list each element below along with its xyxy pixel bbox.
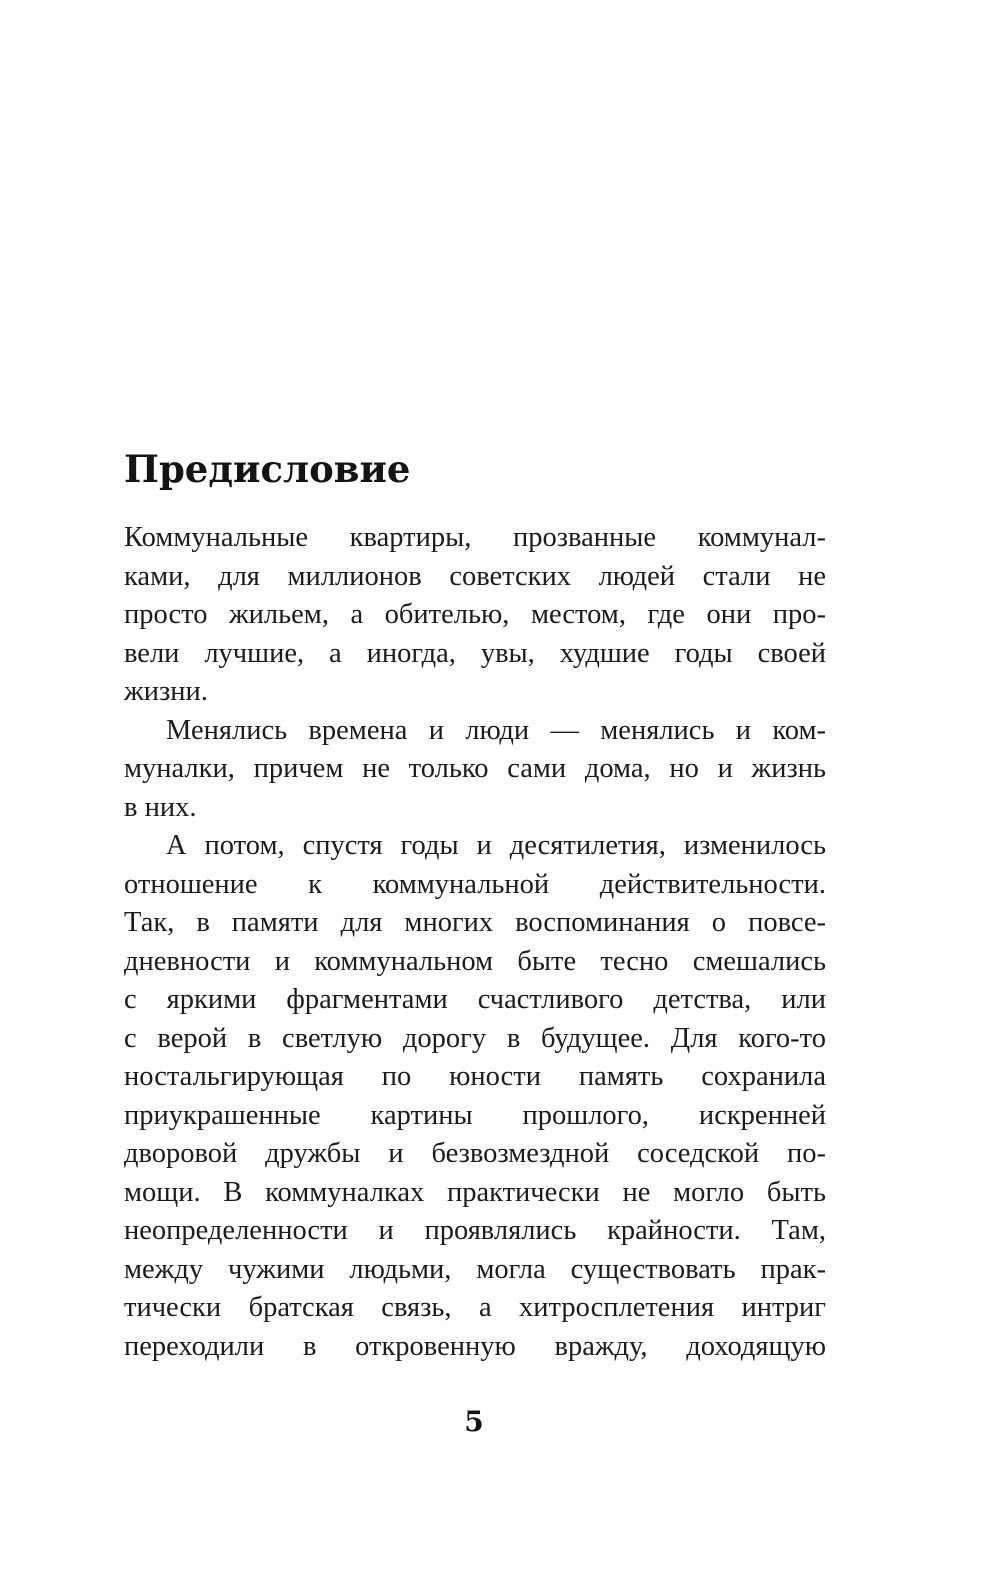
text-line: с верой в светлую дорогу в будущее. Для кого-то [124,1022,826,1054]
text-line: отношение к коммунальной действительности. [124,868,826,900]
text-line: жизни. [124,676,208,707]
text-line: с яркими фрагментами счастливого детства, или [124,984,826,1015]
text-line: между чужими людьми, могла существовать прак- [124,1253,826,1285]
text-line: Так, в памяти для многих воспоминания о повсе- [124,907,826,938]
text-line: дневности и коммунальном быте тесно смешались [124,945,826,977]
text-line: приукрашенные картины прошлого, искренней [124,1099,826,1131]
text-line: вели лучшие, а иногда, увы, худшие годы своей [124,637,826,669]
chapter-heading: Предисловие [124,447,411,491]
text-line: просто жильем, а обителью, местом, где они про- [124,599,826,630]
text-line: А потом, спустя годы и десятилетия, изменилось [166,830,826,861]
page-number: 5 [464,1405,484,1438]
text-line: ностальгирующая по юности память сохранила [124,1061,826,1092]
text-line: муналки, причем не только сами дома, но и жизнь [124,753,826,784]
text-line: в них. [124,791,197,823]
text-line: ками, для миллионов советских людей стали не [124,560,826,592]
text-line: дворовой дружбы и безвозмездной соседской по- [124,1138,826,1169]
text-line: неопределенности и проявлялись крайности. Там, [124,1215,826,1246]
text-line: Коммунальные квартиры, прозванные коммунал- [124,522,826,553]
body-text [124,519,826,1366]
text-line: мощи. В коммуналках практически не могло быть [124,1176,826,1208]
text-line: Менялись времена и люди — менялись и ком- [166,714,826,746]
text-line: тически братская связь, а хитросплетения интриг [124,1292,826,1323]
text-line: переходили в откровенную вражду, доходящую [124,1330,826,1362]
